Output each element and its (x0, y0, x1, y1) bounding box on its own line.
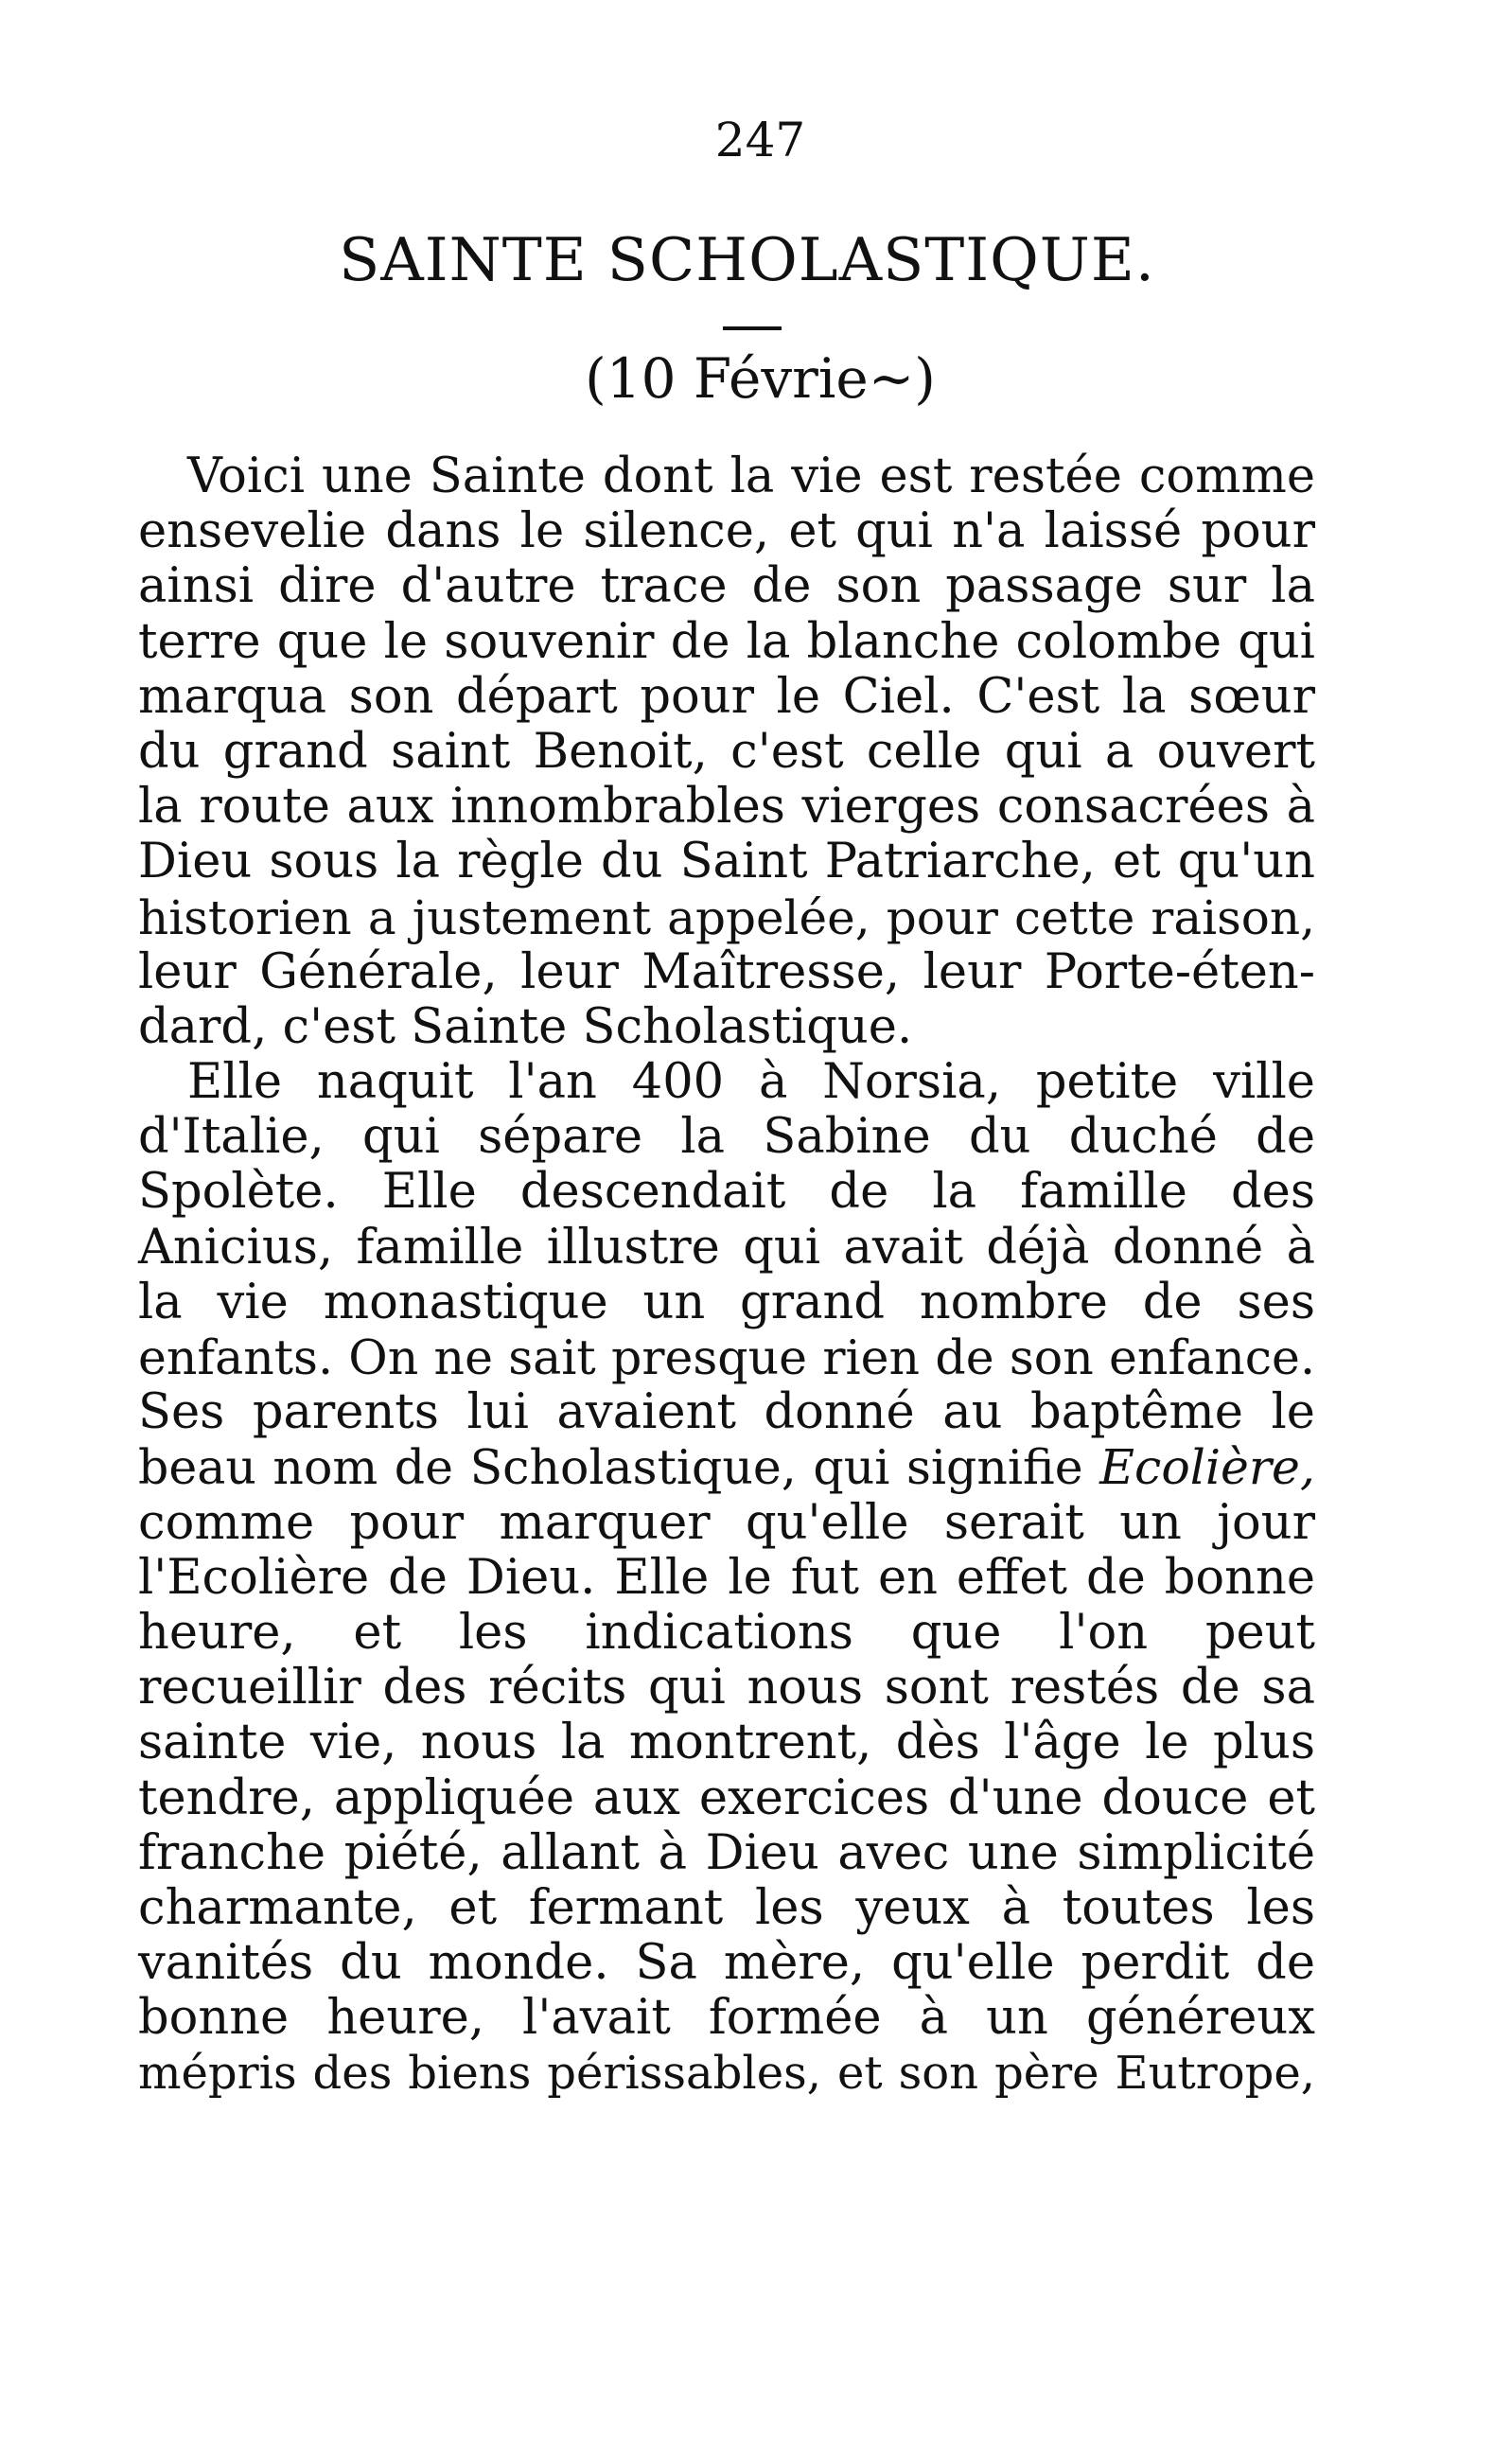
body-text (138, 449, 1315, 2102)
text-line: terre que le souvenir de la blanche colombe qui (138, 613, 1315, 670)
text-line: comme pour marquer qu'elle serait un jour (138, 1494, 1315, 1551)
text-line: dard, c'est Sainte Scholastique. (138, 998, 913, 1055)
title-divider (723, 326, 782, 330)
text-line: franche piété, allant à Dieu avec une simplicité (138, 1824, 1315, 1881)
text-line: vanités du monde. Sa mère, qu'elle perdit de (138, 1935, 1315, 1992)
text-line: bonne heure, l'avait formée à un généreux (138, 1990, 1315, 2047)
text-span: beau nom de Scholastique, qui signifie (138, 1439, 1100, 1496)
text-line: enfants. On ne sait presque rien de son enfance. (138, 1329, 1315, 1385)
text-line: heure, et les indications que l'on peut (138, 1604, 1315, 1661)
text-line: historien a justement appelée, pour cette raison, (138, 889, 1315, 945)
text-line: charmante, et fermant les yeux à toutes les (138, 1879, 1315, 1936)
text-line: Dieu sous la règle du Saint Patriarche, et qu'un (138, 834, 1315, 890)
text-line: du grand saint Benoit, c'est celle qui a ouvert (138, 723, 1315, 780)
text-line: l'Ecolière de Dieu. Elle le fut en effet de bonne (138, 1549, 1315, 1606)
text-line: recueillir des récits qui nous sont restés de sa (138, 1660, 1315, 1716)
text-line: Ses parents lui avaient donné au baptême le (138, 1384, 1315, 1441)
text-line: Voici une Sainte dont la vie est restée comme (187, 449, 1315, 504)
italic-word: Ecolière, (1099, 1439, 1315, 1496)
text-line: la route aux innombrables vierges consacrées à (138, 779, 1315, 836)
text-line: tendre, appliquée aux exercices d'une douce et (138, 1769, 1315, 1826)
text-line: ensevelie dans le silence, et qui n'a laissé pour (138, 503, 1315, 560)
text-line: mépris des biens périssables, et son père Eutrope, (138, 2047, 1315, 2101)
page-number: 247 (714, 113, 806, 167)
text-line: Anicius, famille illustre qui avait déjà donné à (138, 1219, 1315, 1276)
text-line: d'Italie, qui sépare la Sabine du duché de (138, 1109, 1315, 1166)
feast-date: (10 Févrie~) (585, 346, 936, 411)
text-line: la vie monastique un grand nombre de ses (138, 1274, 1315, 1330)
text-line: leur Générale, leur Maîtresse, leur Porte-éten- (138, 943, 1315, 1000)
text-line (138, 1440, 1315, 1495)
text-line: Elle naquit l'an 400 à Norsia, petite ville (187, 1054, 1315, 1111)
chapter-title: SAINTE SCHOLASTIQUE. (339, 225, 1155, 294)
text-line: sainte vie, nous la montrent, dès l'âge le plus (138, 1715, 1315, 1771)
text-line: ainsi dire d'autre trace de son passage sur la (138, 558, 1315, 615)
text-line: marqua son départ pour le Ciel. C'est la sœur (138, 668, 1315, 725)
text-line: Spolète. Elle descendait de la famille des (138, 1164, 1315, 1221)
